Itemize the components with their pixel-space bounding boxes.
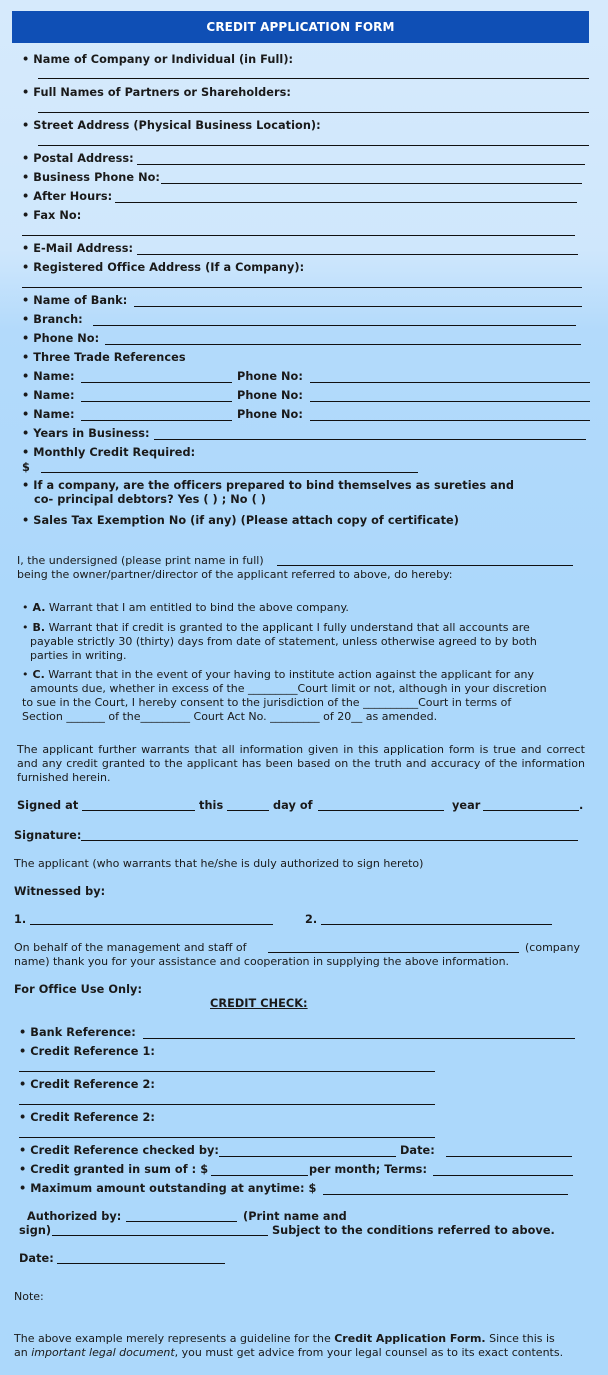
trade-references-heading: • Three Trade References xyxy=(22,351,186,364)
email-label: • E-Mail Address: xyxy=(22,242,133,255)
sign-label: sign) xyxy=(19,1224,52,1237)
years-in-business-label: • Years in Business: xyxy=(22,427,150,440)
final-date-label: Date: xyxy=(19,1252,54,1265)
warranty-a-text: Warrant that I am entitled to bind the above company. xyxy=(48,601,349,614)
witness-1-label: 1. xyxy=(14,913,27,926)
witness-1-field[interactable] xyxy=(30,924,273,925)
partners-label: • Full Names of Partners or Shareholders: xyxy=(22,86,291,99)
checked-date-field[interactable] xyxy=(446,1156,572,1157)
company-name-label: • Name of Company or Individual (in Full): xyxy=(22,53,293,66)
bank-phone-field[interactable] xyxy=(105,344,581,345)
credit-ref-3-field[interactable] xyxy=(19,1137,435,1138)
subject-to-conditions: Subject to the conditions referred to above. xyxy=(272,1224,555,1237)
undersigned-name-field[interactable] xyxy=(277,565,573,566)
trade-ref-2-phone-field[interactable] xyxy=(310,401,590,402)
checked-by-label: • Credit Reference checked by: xyxy=(19,1144,219,1157)
postal-address-label: • Postal Address: xyxy=(22,152,134,165)
bank-name-label: • Name of Bank: xyxy=(22,294,127,307)
trade-ref-1-name-field[interactable] xyxy=(81,382,232,383)
warranty-c-letter: C. xyxy=(32,668,45,681)
fax-field[interactable] xyxy=(22,235,575,236)
trade-ref-3-name-label: • Name: xyxy=(22,408,75,421)
terms-field[interactable] xyxy=(433,1175,573,1176)
company-name-behalf-field[interactable] xyxy=(268,952,519,953)
disclaimer-bold: Credit Application Form. xyxy=(334,1332,486,1345)
note-label: Note: xyxy=(14,1290,44,1303)
trade-ref-1-phone-label: Phone No: xyxy=(237,370,303,383)
trade-ref-2-name-label: • Name: xyxy=(22,389,75,402)
branch-label: • Branch: xyxy=(22,313,83,326)
trade-ref-1-name-label: • Name: xyxy=(22,370,75,383)
warranty-b-letter: B. xyxy=(32,621,46,634)
month-field[interactable] xyxy=(318,810,444,811)
business-phone-label: • Business Phone No: xyxy=(22,171,160,184)
monthly-credit-field[interactable] xyxy=(41,472,418,473)
year-label: year xyxy=(452,799,481,812)
signed-at-field[interactable] xyxy=(82,810,195,811)
disclaimer-text-2: Since this is xyxy=(489,1332,555,1345)
applicant-authorized-note: The applicant (who warrants that he/she is duly authorized to sign hereto) xyxy=(14,857,424,870)
credit-ref-1-field[interactable] xyxy=(19,1071,435,1072)
behalf-suffix: (company xyxy=(525,941,580,954)
max-outstanding-label: • Maximum amount outstanding at anytime: $ xyxy=(19,1182,316,1195)
credit-check-heading: CREDIT CHECK: xyxy=(210,997,308,1010)
disclaimer-text-1: The above example merely represents a guideline for the xyxy=(14,1332,331,1345)
bank-reference-field[interactable] xyxy=(143,1038,575,1039)
form-title-bar xyxy=(12,11,589,43)
fax-label: • Fax No: xyxy=(22,209,81,222)
behalf-prefix: On behalf of the management and staff of xyxy=(14,941,247,954)
day-of-label: day of xyxy=(273,799,313,812)
credit-ref-3-label: • Credit Reference 2: xyxy=(19,1111,155,1124)
day-field[interactable] xyxy=(227,810,269,811)
witnessed-by-label: Witnessed by: xyxy=(14,885,106,898)
per-month-label: per month; Terms: xyxy=(309,1163,428,1176)
warranty-a-letter: A. xyxy=(32,601,46,614)
warranty-b-line2: payable strictly 30 (thirty) days from date of statement, unless otherwise agreed to by both xyxy=(30,635,537,648)
behalf-line2: name) thank you for your assistance and cooperation in supplying the above information. xyxy=(14,955,510,968)
street-address-label: • Street Address (Physical Business Location): xyxy=(22,119,321,132)
street-address-field[interactable] xyxy=(38,145,589,146)
partners-field[interactable] xyxy=(38,112,589,113)
trade-ref-2-phone-label: Phone No: xyxy=(237,389,303,402)
checked-date-label: Date: xyxy=(400,1144,435,1157)
company-name-field[interactable] xyxy=(38,78,589,79)
warranty-c-text: Warrant that in the event of your having to institute action against the applicant for any xyxy=(48,668,535,681)
warranty-c-line3: to sue in the Court, I hereby consent to the jurisdiction of the __________Court in terms of xyxy=(22,696,512,709)
bank-phone-label: • Phone No: xyxy=(22,332,99,345)
trade-ref-1-phone-field[interactable] xyxy=(310,382,590,383)
currency-symbol: $ xyxy=(22,461,30,474)
sureties-question-line2: co- principal debtors? Yes ( ) ; No ( ) xyxy=(34,493,266,506)
undersigned-label: I, the undersigned (please print name in full) xyxy=(17,554,264,567)
authorized-by-label: Authorized by: xyxy=(27,1210,122,1223)
signature-field[interactable] xyxy=(81,840,578,841)
warranty-c xyxy=(22,668,534,681)
warranty-c-line2: amounts due, whether in excess of the _________Court limit or not, although in your discretion xyxy=(30,682,547,695)
print-name-label: (Print name and xyxy=(243,1210,347,1223)
after-hours-field[interactable] xyxy=(115,202,577,203)
form-title: CREDIT APPLICATION FORM xyxy=(206,20,395,34)
trade-ref-2-name-field[interactable] xyxy=(81,401,232,402)
witness-2-label: 2. xyxy=(305,913,318,926)
branch-field[interactable] xyxy=(93,325,576,326)
further-warrants-paragraph: The applicant further warrants that all information given in this application form is true and correct and any credit granted to the applicant has been based on the truth and accuracy of the information furnished herein. xyxy=(17,743,585,784)
sales-tax-label: • Sales Tax Exemption No (if any) (Please attach copy of certificate) xyxy=(22,514,459,527)
final-date-field[interactable] xyxy=(57,1263,225,1264)
authorized-signature-field[interactable] xyxy=(52,1235,268,1236)
period: . xyxy=(579,799,584,812)
trade-ref-3-phone-field[interactable] xyxy=(310,420,590,421)
credit-ref-2-field[interactable] xyxy=(19,1104,435,1105)
trade-ref-3-phone-label: Phone No: xyxy=(237,408,303,421)
warranty-b-line3: parties in writing. xyxy=(30,649,127,662)
signed-at-label: Signed at xyxy=(17,799,79,812)
after-hours-label: • After Hours: xyxy=(22,190,112,203)
registered-office-label: • Registered Office Address (If a Company): xyxy=(22,261,304,274)
disclaimer-text-3: an xyxy=(14,1346,28,1359)
credit-granted-label: • Credit granted in sum of : $ xyxy=(19,1163,208,1176)
office-use-heading: For Office Use Only: xyxy=(14,983,143,996)
signature-label: Signature: xyxy=(14,829,82,842)
witness-2-field[interactable] xyxy=(321,924,552,925)
trade-ref-3-name-field[interactable] xyxy=(81,420,232,421)
warranty-b-text: Warrant that if credit is granted to the applicant I fully understand that all accounts are xyxy=(48,621,530,634)
disclaimer-text-4: , you must get advice from your legal counsel as to its exact contents. xyxy=(174,1346,564,1359)
warranty-a xyxy=(22,601,349,614)
postal-address-field[interactable] xyxy=(137,164,585,165)
checked-by-field[interactable] xyxy=(219,1156,396,1157)
disclaimer-line2 xyxy=(14,1346,604,1360)
sureties-question: • If a company, are the officers prepared to bind themselves as sureties and xyxy=(22,479,514,492)
being-owner-text: being the owner/partner/director of the applicant referred to above, do hereby: xyxy=(17,568,453,581)
registered-office-field[interactable] xyxy=(22,287,582,288)
bank-name-field[interactable] xyxy=(134,306,582,307)
disclaimer-italic: important legal document xyxy=(31,1346,175,1359)
bank-reference-label: • Bank Reference: xyxy=(19,1026,136,1039)
max-outstanding-field[interactable] xyxy=(323,1194,568,1195)
warranty-b xyxy=(22,621,530,634)
this-label: this xyxy=(199,799,224,812)
year-field[interactable] xyxy=(483,810,579,811)
email-field[interactable] xyxy=(137,254,578,255)
credit-granted-field[interactable] xyxy=(211,1175,308,1176)
warranty-c-line4: Section _______ of the_________ Court Act No. _________ of 20__ as amended. xyxy=(22,710,438,723)
disclaimer-line1 xyxy=(14,1332,594,1346)
monthly-credit-label: • Monthly Credit Required: xyxy=(22,446,195,459)
authorized-by-field[interactable] xyxy=(126,1221,237,1222)
credit-ref-1-label: • Credit Reference 1: xyxy=(19,1045,155,1058)
credit-ref-2-label: • Credit Reference 2: xyxy=(19,1078,155,1091)
business-phone-field[interactable] xyxy=(161,183,582,184)
years-in-business-field[interactable] xyxy=(154,439,586,440)
